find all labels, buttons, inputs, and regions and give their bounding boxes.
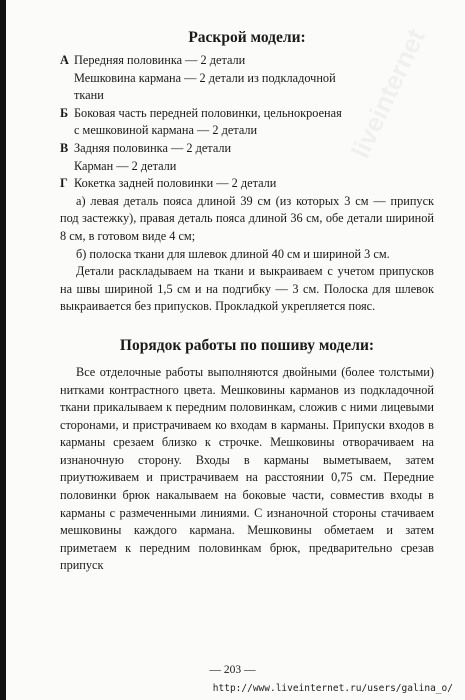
section-title-sewing: Порядок работы по пошиву модели: [119, 336, 375, 354]
cutting-item [60, 175, 434, 193]
item-letter: В [60, 140, 69, 155]
item-line: Карман — 2 детали [74, 158, 177, 173]
paragraph-belt-loops: б) полоска ткани для шлевок длиной 40 см и шириной 3 см. [76, 246, 390, 261]
cutting-item [60, 105, 434, 140]
paragraph-sewing-order: Все отделочные работы выполняются двойными (более толстыми) нитками контрастного цвета. Мешковины карманов из подкладочной ткани прикалываем к передним половинкам, сложив с ними лицевыми сторонами, и пристрачиваем ко входам в карманы. Припуски входов в карманы срезаем близко к строчке. Мешковины отворачиваем на изнаночную сторону. Входы в карманы выметываем, затем приутюживаем и пристрачиваем на расстоянии 0,75 см. Передние половинки брюк накалываем на боковые части, совместив входы в карманы с размеченными линиями. С изнаночной стороны стачиваем мешковины каждого кармана. Мешковины обметаем и затем приметаем к передним половинкам брюк, предварительно срезав припуск [60, 364, 434, 573]
page-content [60, 28, 434, 575]
item-line: Кокетка задней половинки — 2 детали [74, 176, 277, 191]
item-line: Боковая часть передней половинки, цельнокроеная [74, 105, 342, 120]
cutting-item [60, 140, 434, 175]
cutting-item [60, 52, 434, 105]
paragraph-layout: Детали раскладываем на ткани и выкраиваем с учетом припусков на швы шириной 1,5 см и на подгибку — 3 см. Полоска для шлевок выкраивается без припусков. Прокладкой укрепляется пояс. [60, 264, 434, 314]
cutting-list [60, 52, 434, 193]
paragraph-belt-left: а) левая деталь пояса длиной 39 см (из которых 3 см — припуск под застежку), правая деталь пояса длиной 36 см, обе детали шириной 8 см, в готовом виде 4 см; [60, 193, 434, 243]
item-line: Задняя половинка — 2 детали [74, 140, 232, 155]
item-line: с мешковиной кармана — 2 детали [74, 123, 258, 138]
item-letter: Б [60, 105, 69, 120]
page-number: — 203 — [209, 664, 256, 676]
section-title-cutting: Раскрой модели: [188, 29, 306, 46]
item-line: Передняя половинка — 2 детали [74, 53, 246, 67]
item-letter: Г [60, 176, 68, 191]
scan-edge [0, 0, 6, 700]
item-line: Мешковина кармана — 2 детали из подкладочной [74, 70, 336, 85]
footer-url: http://www.liveinternet.ru/users/galina_o/ [212, 683, 453, 694]
item-letter: А [60, 53, 69, 67]
item-line: ткани [74, 88, 104, 103]
